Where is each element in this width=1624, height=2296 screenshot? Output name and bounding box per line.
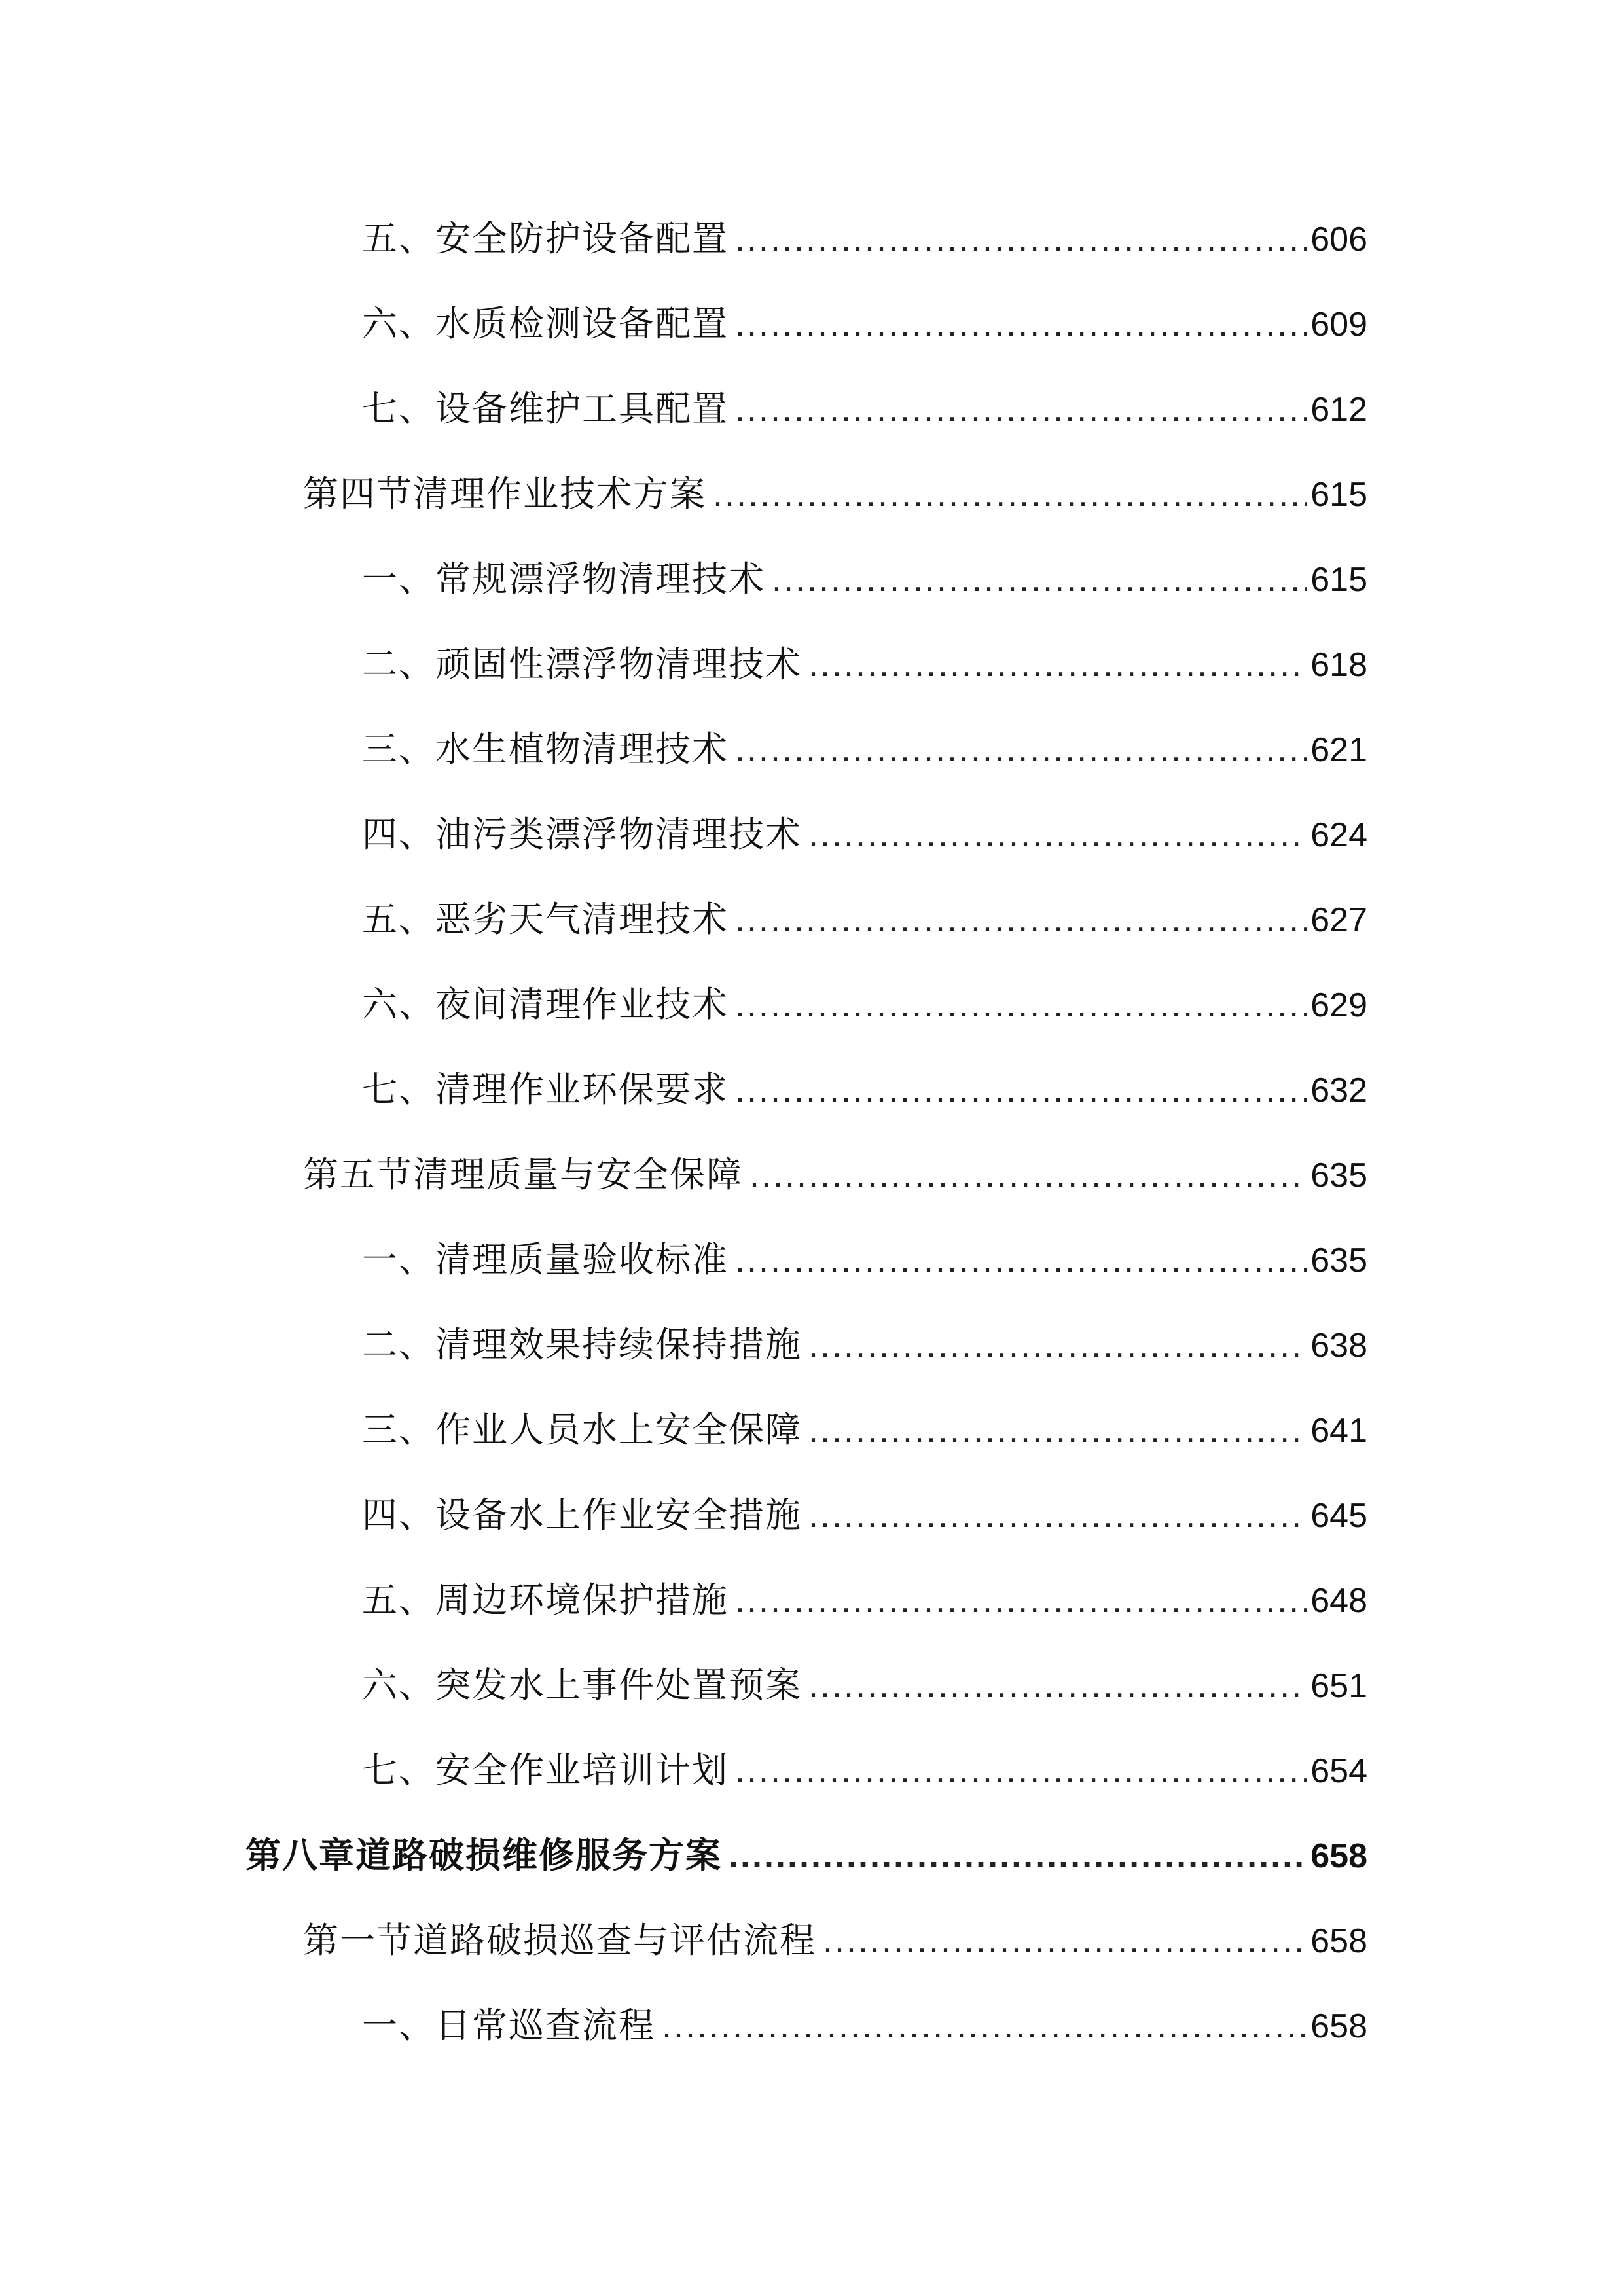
toc-dot-leader	[729, 1829, 1307, 1882]
toc-page-number: 654	[1310, 1752, 1367, 1790]
toc-page-number: 641	[1310, 1412, 1367, 1450]
toc-dot-leader	[735, 1574, 1307, 1626]
toc-entry-title: 第五节清理质量与安全保障	[303, 1154, 743, 1195]
toc-entry[interactable]	[362, 893, 1367, 946]
toc-entry[interactable]	[362, 1574, 1367, 1626]
toc-page-number: 658	[1310, 1837, 1367, 1875]
toc-entry[interactable]	[362, 1744, 1367, 1797]
toc-dot-leader	[735, 213, 1307, 265]
toc-entry-chapter[interactable]	[245, 1829, 1367, 1882]
toc-dot-leader	[735, 1234, 1307, 1286]
toc-page-number: 658	[1310, 2007, 1367, 2045]
toc-dot-leader	[735, 383, 1307, 435]
toc-page-number: 621	[1310, 731, 1367, 769]
toc-entry-title: 二、清理效果持续保持措施	[362, 1324, 802, 1365]
toc-dot-leader	[808, 808, 1307, 861]
toc-entry[interactable]	[303, 468, 1367, 520]
toc-entry-title: 四、设备水上作业安全措施	[362, 1494, 802, 1535]
toc-entry[interactable]	[362, 978, 1367, 1031]
toc-dot-leader	[662, 2000, 1307, 2052]
toc-entry[interactable]	[362, 723, 1367, 776]
toc-dot-leader	[735, 1744, 1307, 1797]
toc-entry-title: 六、突发水上事件处置预案	[362, 1664, 802, 1706]
toc-entry-title: 七、设备维护工具配置	[362, 388, 729, 429]
toc-page-number: 635	[1310, 1242, 1367, 1280]
toc-entry[interactable]	[362, 1489, 1367, 1541]
toc-dot-leader	[823, 1914, 1307, 1967]
toc-entry[interactable]	[362, 638, 1367, 691]
toc-entry-title: 三、作业人员水上安全保障	[362, 1409, 802, 1450]
toc-entry-title: 六、水质检测设备配置	[362, 303, 729, 344]
toc-entry[interactable]	[362, 1659, 1367, 1712]
toc-dot-leader	[735, 1064, 1307, 1116]
toc-page-number: 609	[1310, 306, 1367, 344]
toc-entry-title: 五、恶劣天气清理技术	[362, 899, 729, 940]
toc-page-number: 624	[1310, 816, 1367, 854]
toc-entry[interactable]	[362, 1064, 1367, 1116]
toc-dot-leader	[808, 638, 1307, 691]
toc-entry-title: 第四节清理作业技术方案	[303, 473, 706, 514]
toc-dot-leader	[735, 978, 1307, 1031]
toc-entry-title: 第一节道路破损巡查与评估流程	[303, 1920, 816, 1961]
toc-entry[interactable]	[362, 1319, 1367, 1371]
toc-page-number: 612	[1310, 391, 1367, 429]
toc-entry-title: 七、清理作业环保要求	[362, 1069, 729, 1110]
toc-dot-leader	[808, 1659, 1307, 1712]
toc-entry-title: 六、夜间清理作业技术	[362, 984, 729, 1025]
toc-page-number: 627	[1310, 901, 1367, 939]
toc-dot-leader	[735, 893, 1307, 946]
toc-entry-title: 一、日常巡查流程	[362, 2005, 655, 2046]
toc-page-number: 618	[1310, 646, 1367, 684]
toc-dot-leader	[808, 1404, 1307, 1456]
toc-page-number: 629	[1310, 986, 1367, 1024]
toc-page-number: 615	[1310, 476, 1367, 514]
toc-entry-title: 一、常规漂浮物清理技术	[362, 558, 765, 600]
toc-entry[interactable]	[362, 1234, 1367, 1286]
toc-page-number: 615	[1310, 561, 1367, 599]
toc-entry[interactable]	[362, 2000, 1367, 2052]
toc-dot-leader	[735, 723, 1307, 776]
toc-entry-title: 五、周边环境保护措施	[362, 1579, 729, 1621]
toc-entry[interactable]	[362, 1404, 1367, 1456]
toc-entry-title: 七、安全作业培训计划	[362, 1749, 729, 1791]
toc-entry[interactable]	[362, 298, 1367, 350]
toc-page-number: 645	[1310, 1497, 1367, 1535]
toc-dot-leader	[808, 1489, 1307, 1541]
toc-entry[interactable]	[362, 213, 1367, 265]
toc-entry[interactable]	[303, 1149, 1367, 1201]
toc-entry[interactable]	[362, 383, 1367, 435]
toc-entry-title: 二、顽固性漂浮物清理技术	[362, 643, 802, 685]
toc-page-number: 635	[1310, 1157, 1367, 1194]
toc-dot-leader	[735, 298, 1307, 350]
toc-entry-title: 一、清理质量验收标准	[362, 1239, 729, 1280]
toc-entry[interactable]	[362, 553, 1367, 605]
toc-entry[interactable]	[303, 1914, 1367, 1967]
toc-dot-leader	[808, 1319, 1307, 1371]
toc-page-number: 606	[1310, 221, 1367, 259]
toc-entry-title: 第八章道路破损维修服务方案	[245, 1835, 722, 1876]
toc-entry[interactable]	[362, 808, 1367, 861]
toc-page-number: 658	[1310, 1922, 1367, 1960]
toc-dot-leader	[749, 1149, 1307, 1201]
toc-dot-leader	[772, 553, 1307, 605]
toc-entry-title: 五、安全防护设备配置	[362, 218, 729, 259]
toc-entry-title: 三、水生植物清理技术	[362, 728, 729, 770]
toc-dot-leader	[713, 468, 1307, 520]
toc-entry-title: 四、油污类漂浮物清理技术	[362, 814, 802, 855]
toc-page-number: 648	[1310, 1582, 1367, 1620]
toc-page-number: 632	[1310, 1071, 1367, 1109]
toc-page-number: 651	[1310, 1667, 1367, 1705]
toc-page-number: 638	[1310, 1327, 1367, 1365]
